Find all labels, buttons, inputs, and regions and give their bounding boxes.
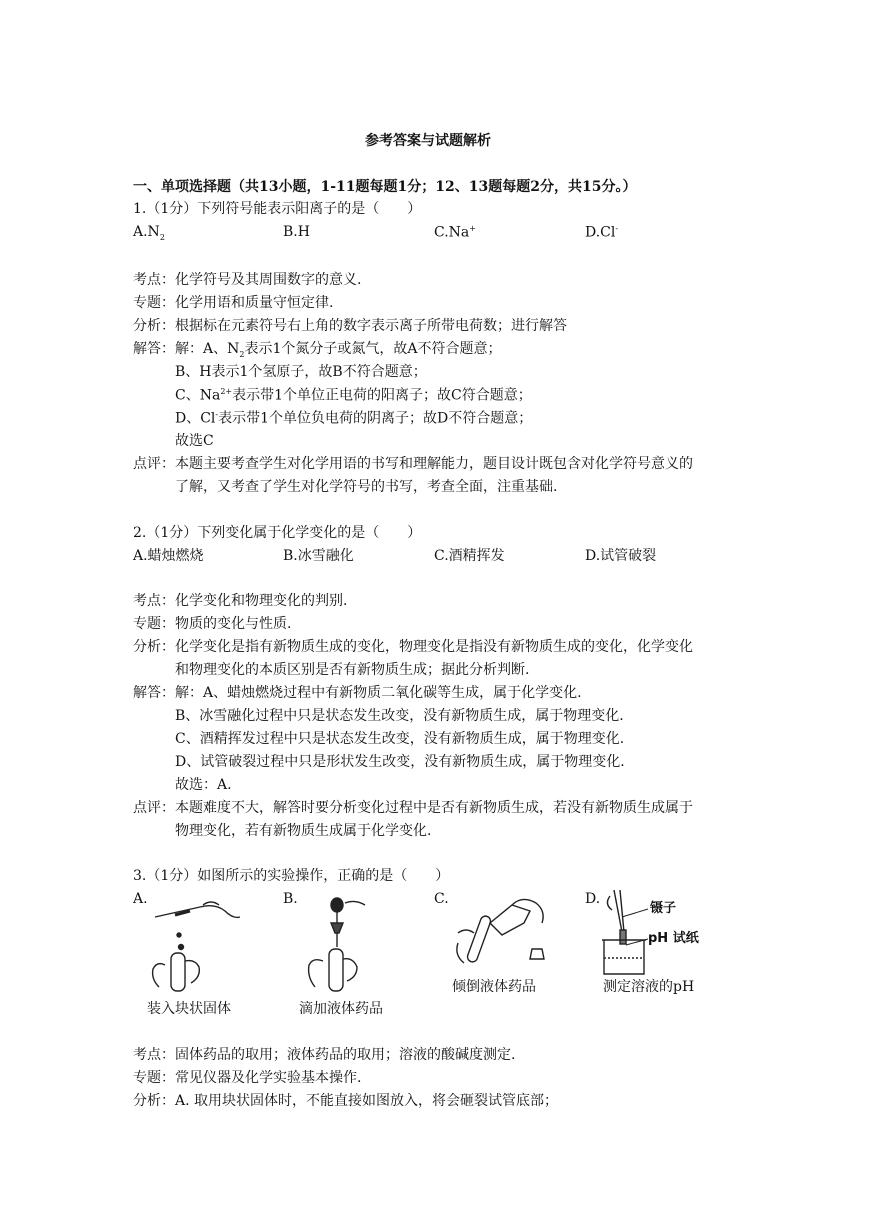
q2-jieda-line-3: C、酒精挥发过程中只是状态发生改变，没有新物质生成，属于物理变化. — [175, 731, 625, 747]
q2-kaodian: 考点：化学变化和物理变化的判别. — [133, 593, 348, 609]
q1-kaodian: 考点：化学符号及其周围数字的意义. — [133, 272, 362, 288]
q2-jieda-line-4: D、试管破裂过程中只是形状发生改变，没有新物质生成，属于物理变化. — [175, 754, 625, 770]
q1-jieda-line-4: D、Cl-表示带1个单位负电荷的阴离子；故D不符合题意； — [175, 410, 533, 427]
q1-option-a: $A.N_2$ — [133, 224, 165, 242]
q1-jieda-line-3: C、$Na^{2+}$表示带1个单位正电荷的阳离子；故C符合题意； — [175, 387, 532, 404]
q2-option-d: D.试管破裂 — [585, 548, 657, 564]
q3-zhuanti: 专题：常见仪器及化学实验基本操作. — [133, 1070, 362, 1086]
q1-dianping-line-2: 了解，又考查了学生对化学符号的书写，考查全面，注重基础. — [175, 479, 558, 495]
q1-zhuanti: 专题：化学用语和质量守恒定律. — [133, 295, 334, 311]
figure-d-pointer-lines — [620, 905, 650, 955]
q2-option-b: B.冰雪融化 — [283, 548, 354, 564]
q1-option-d: D.Cl- — [585, 224, 619, 241]
figure-d-label-ph-paper: pH 试纸 — [648, 931, 699, 946]
q3-option-c: C. — [434, 891, 449, 907]
q3-option-d: D. — [585, 891, 601, 907]
figure-b-dropper-into-tube — [295, 895, 385, 995]
q1-jieda-line-2: B、H表示1个氢原子，故B不符合题意； — [175, 364, 427, 380]
q1-jieda-line-5: 故选C — [175, 433, 214, 449]
q1-fenxi: 分析：根据标在元素符号右上角的数字表示离子所带电荷数；进行解答 — [133, 318, 567, 334]
figure-d-label-tweezers: 镊子 — [650, 901, 677, 916]
q2-jieda-line-5: 故选：A. — [175, 777, 232, 793]
figure-b-caption: 滴加液体药品 — [299, 1001, 383, 1017]
q1-dianping-line-1: 点评：本题主要考查学生对化学用语的书写和理解能力，题目设计既包含对化学符号意义的 — [133, 456, 693, 472]
figure-a-caption: 装入块状固体 — [147, 1001, 231, 1017]
q2-dianping-line-2: 物理变化，若有新物质生成属于化学变化. — [175, 823, 432, 839]
q3-fenxi: 分析：A. 取用块状固体时，不能直接如图放入，将会砸裂试管底部； — [133, 1093, 559, 1109]
figure-c-pouring-liquid — [450, 893, 560, 973]
q2-fenxi-line-1: 分析：化学变化是指有新物质生成的变化，物理变化是指没有新物质生成的变化，化学变化 — [133, 639, 693, 655]
q1-stem: 1.（1分）下列符号能表示阳离子的是（ ） — [133, 201, 422, 217]
q2-fenxi-line-2: 和物理变化的本质区别是否有新物质生成；据此分析判断. — [175, 662, 530, 678]
q1-option-b: B.H — [283, 224, 310, 240]
q3-kaodian: 考点：固体药品的取用；液体药品的取用；溶液的酸碱度测定. — [133, 1047, 516, 1063]
q3-option-b: B. — [283, 891, 298, 907]
q2-zhuanti: 专题：物质的变化与性质. — [133, 616, 292, 632]
q2-option-a: A.蜡烛燃烧 — [133, 548, 204, 564]
q2-stem: 2.（1分）下列变化属于化学变化的是（ ） — [133, 525, 422, 541]
q3-stem: 3.（1分）如图所示的实验操作，正确的是（ ） — [133, 868, 450, 884]
q2-jieda-line-1: 解答：解：A、蜡烛燃烧过程中有新物质二氧化碳等生成，属于化学变化. — [133, 685, 582, 701]
q1-option-c: C.Na+ — [434, 224, 476, 241]
figure-a-solid-into-tube — [145, 895, 245, 995]
q2-jieda-line-2: B、冰雪融化过程中只是状态发生改变，没有新物质生成，属于物理变化. — [175, 708, 624, 724]
q2-dianping-line-1: 点评：本题难度不大，解答时要分析变化过程中是否有新物质生成，若没有新物质生成属于 — [133, 800, 693, 816]
q3-option-a: A. — [133, 891, 148, 907]
figure-d-caption: 测定溶液的pH — [603, 979, 695, 995]
page-title: 参考答案与试题解析 — [365, 133, 491, 149]
figure-c-caption: 倾倒液体药品 — [452, 979, 536, 995]
section-header: 一、单项选择题（共13小题，1-11题每题1分；12、13题每题2分，共15分。） — [133, 179, 637, 195]
q1-jieda-line-1: 解答：解：A、$N_2$表示1个氮分子或氮气，故A不符合题意； — [133, 341, 502, 359]
q2-option-c: C.酒精挥发 — [434, 548, 505, 564]
